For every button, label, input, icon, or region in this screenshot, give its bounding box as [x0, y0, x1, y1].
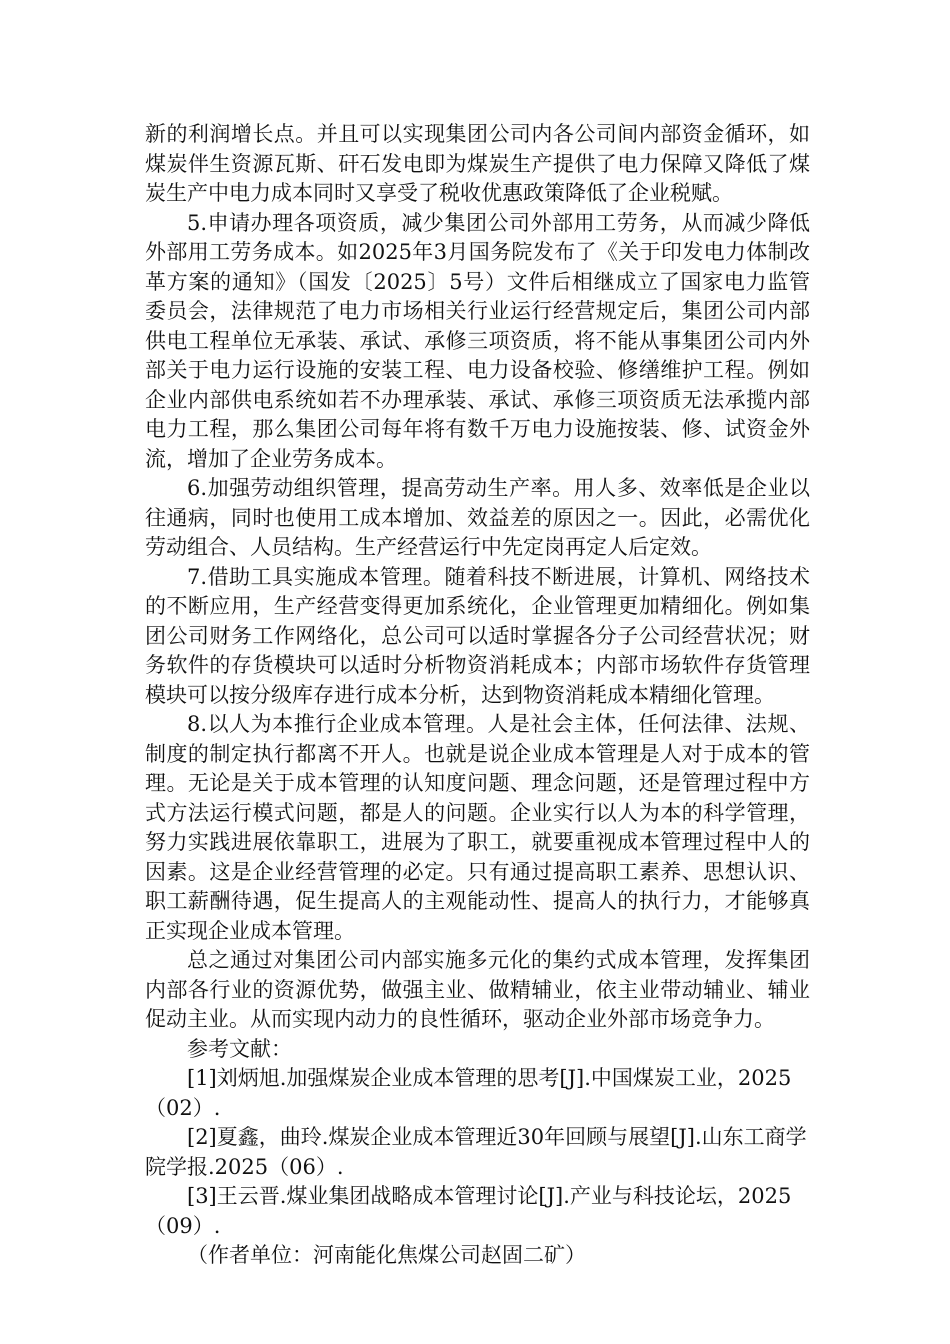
- paragraph-item-6: 6.加强劳动组织管理，提高劳动生产率。用人多、效率低是企业以往通病，同时也使用工成本增加、效益差的原因之一。因此，必需优化劳动组合、人员结构。生产经营运行中先定岗再定人后定效。: [145, 476, 810, 559]
- paragraph-continuation: 新的利润增长点。并且可以实现集团公司内各公司间内部资金循环，如煤炭伴生资源瓦斯、矸石发电即为煤炭生产提供了电力保障又降低了煤炭生产中电力成本同时又享受了税收优惠政策降低了企业税赋。: [145, 122, 810, 205]
- reference-item-2: [2]夏鑫，曲玲.煤炭企业成本管理近30年回顾与展望[J].山东工商学院学报.2025（06）.: [145, 1125, 807, 1179]
- references-heading: 参考文献：: [187, 1036, 292, 1061]
- paragraph-item-8: 8.以人为本推行企业成本管理。人是社会主体，任何法律、法规、制度的制定执行都离不开人。也就是说企业成本管理是人对于成本的管理。无论是关于成本管理的认知度问题、理念问题，还是管理过程中方式方法运行模式问题，都是人的问题。企业实行以人为本的科学管理，努力实践进展依靠职工，进展为了职工，就要重视成本管理过程中人的因素。这是企业经营管理的必定。只有通过提高职工素养、思想认识、职工薪酬待遇，促生提高人的主观能动性、提高人的执行力，才能够真正实现企业成本管理。: [145, 712, 810, 943]
- reference-item-3: [3]王云晋.煤业集团战略成本管理讨论[J].产业与科技论坛，2025（09）.: [145, 1184, 792, 1238]
- reference-item-1: [1]刘炳旭.加强煤炭企业成本管理的思考[J].中国煤炭工业，2025（02）.: [145, 1066, 792, 1120]
- paragraph-summary: 总之通过对集团公司内部实施多元化的集约式成本管理，发挥集团内部各行业的资源优势，做强主业、做精辅业，依主业带动辅业、辅业促动主业。从而实现内动力的良性循环，驱动企业外部市场竞争力。: [145, 948, 810, 1031]
- paragraph-item-7: 7.借助工具实施成本管理。随着科技不断进展，计算机、网络技术的不断应用，生产经营变得更加系统化，企业管理更加精细化。例如集团公司财务工作网络化，总公司可以适时掌握各分子公司经营状况；财务软件的存货模块可以适时分析物资消耗成本；内部市场软件存货管理模块可以按分级库存进行成本分析，达到物资消耗成本精细化管理。: [145, 564, 810, 707]
- document-page: [145, 120, 810, 1271]
- author-affiliation: （作者单位：河南能化焦煤公司赵固二矿）: [187, 1243, 586, 1267]
- paragraph-item-5: 5.申请办理各项资质，减少集团公司外部用工劳务，从而减少降低外部用工劳务成本。如2025年3月国务院发布了《关于印发电力体制改革方案的通知》（国发〔2025〕5号）文件后相继成立了国家电力监管委员会，法律规范了电力市场相关行业运行经营规定后，集团公司内部供电工程单位无承装、承试、承修三项资质，将不能从事集团公司内外部关于电力运行设施的安装工程、电力设备校验、修缮维护工程。例如企业内部供电系统如若不办理承装、承试、承修三项资质无法承揽内部电力工程，那么集团公司每年将有数千万电力设施按装、修、试资金外流，增加了企业劳务成本。: [145, 210, 810, 471]
